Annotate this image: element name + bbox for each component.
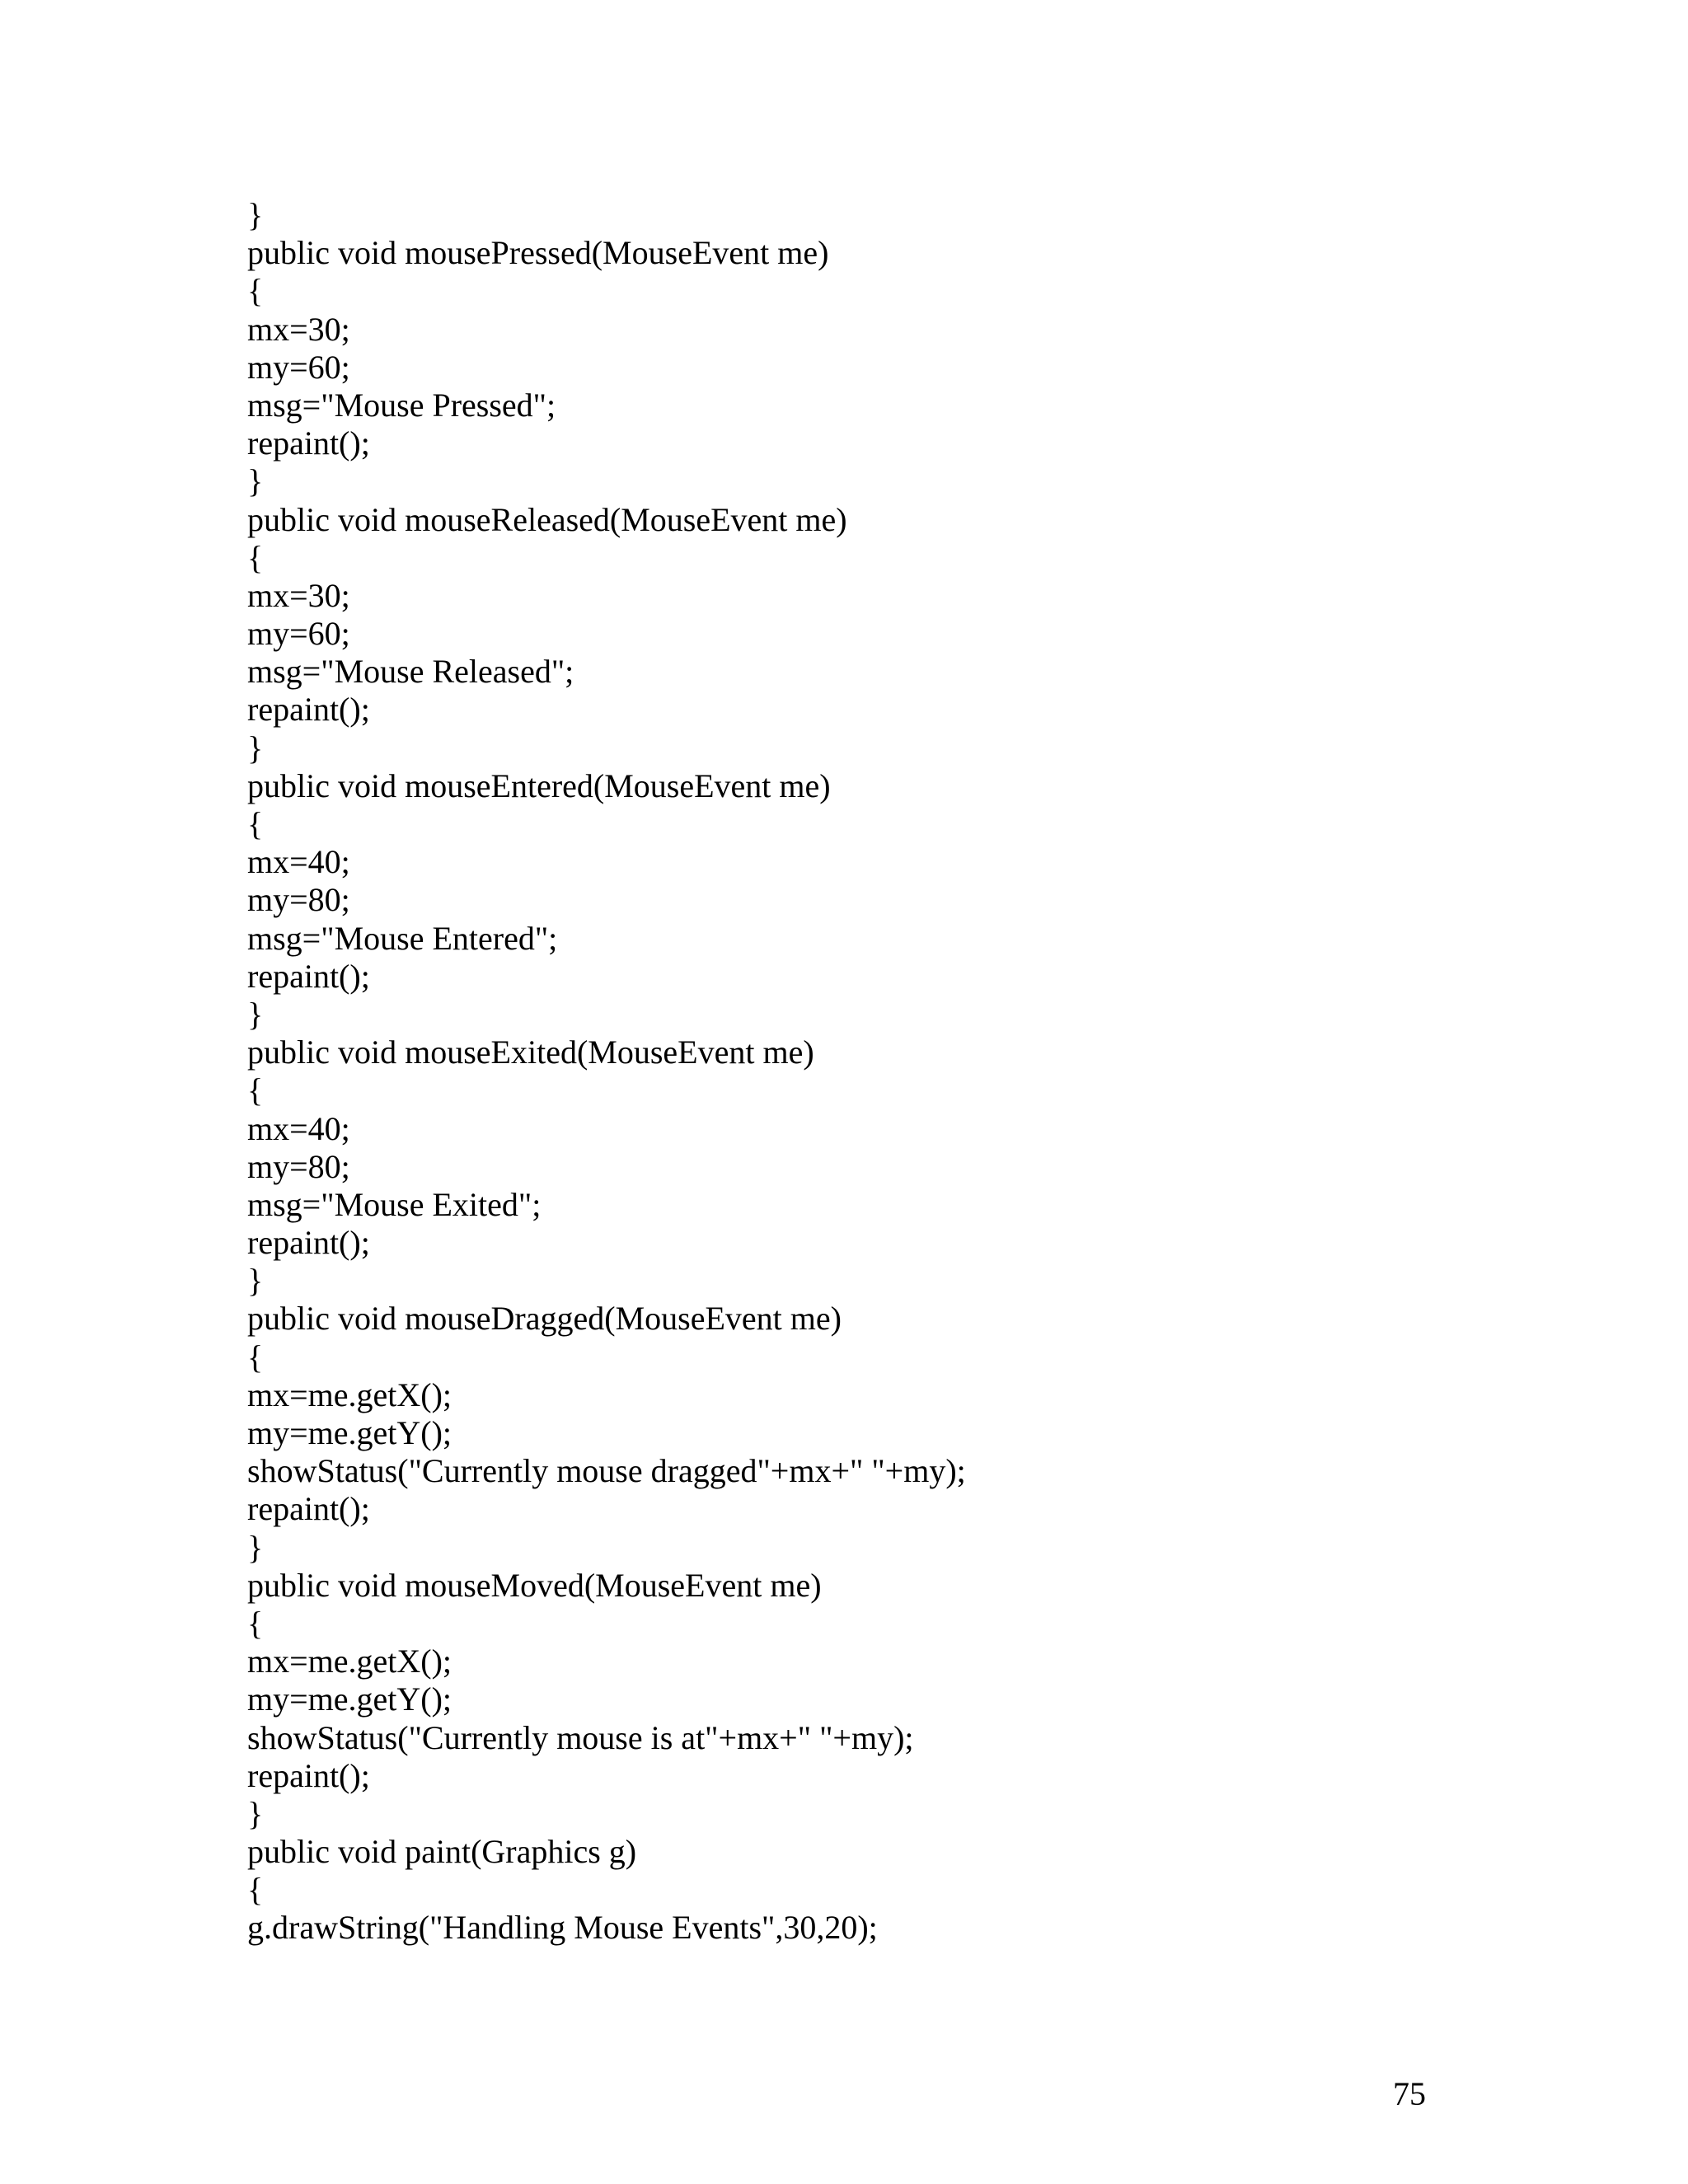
code-line: my=me.getY();: [247, 1414, 452, 1451]
code-line: public void mousePressed(MouseEvent me): [247, 234, 829, 272]
code-line: {: [247, 1071, 264, 1109]
code-line: }: [247, 1794, 264, 1832]
code-line: {: [247, 805, 264, 842]
code-line: public void mouseExited(MouseEvent me): [247, 1033, 814, 1071]
code-line: mx=40;: [247, 1109, 350, 1147]
code-line: }: [247, 1262, 264, 1300]
code-line: mx=40;: [247, 843, 350, 881]
code-line: public void mouseReleased(MouseEvent me): [247, 500, 847, 538]
code-line: msg="Mouse Entered";: [247, 919, 558, 957]
code-line: showStatus("Currently mouse is at"+mx+" "+my);: [247, 1718, 914, 1756]
code-line: }: [247, 462, 264, 500]
code-line: my=60;: [247, 348, 350, 386]
code-line: mx=30;: [247, 576, 350, 614]
code-line: }: [247, 995, 264, 1033]
code-line: msg="Mouse Pressed";: [247, 386, 556, 424]
code-line: repaint();: [247, 1224, 370, 1262]
code-line: public void paint(Graphics g): [247, 1833, 637, 1871]
code-line: {: [247, 538, 264, 576]
code-line: {: [247, 1871, 264, 1909]
code-line: }: [247, 196, 264, 233]
code-line: msg="Mouse Exited";: [247, 1185, 542, 1223]
code-line: {: [247, 272, 264, 310]
code-line: g.drawString("Handling Mouse Events",30,20);: [247, 1909, 878, 1947]
code-line: repaint();: [247, 1490, 370, 1528]
code-line: {: [247, 1338, 264, 1376]
code-listing: [247, 196, 1566, 1947]
page-number: 75: [1393, 2075, 1426, 2112]
code-line: msg="Mouse Released";: [247, 653, 574, 691]
code-line: my=80;: [247, 881, 350, 919]
code-line: mx=me.getX();: [247, 1376, 452, 1413]
code-line: my=me.getY();: [247, 1680, 452, 1718]
code-line: }: [247, 729, 264, 766]
code-line: public void mouseDragged(MouseEvent me): [247, 1300, 842, 1338]
code-line: public void mouseEntered(MouseEvent me): [247, 766, 831, 804]
code-line: public void mouseMoved(MouseEvent me): [247, 1566, 822, 1604]
code-line: mx=30;: [247, 310, 350, 348]
code-line: repaint();: [247, 957, 370, 995]
code-line: my=80;: [247, 1147, 350, 1185]
code-line: {: [247, 1604, 264, 1642]
code-line: }: [247, 1528, 264, 1566]
code-line: repaint();: [247, 691, 370, 729]
code-line: repaint();: [247, 1756, 370, 1794]
code-line: my=60;: [247, 615, 350, 653]
code-line: mx=me.getX();: [247, 1643, 452, 1680]
code-line: showStatus("Currently mouse dragged"+mx+" "+my);: [247, 1452, 966, 1490]
code-line: repaint();: [247, 424, 370, 462]
